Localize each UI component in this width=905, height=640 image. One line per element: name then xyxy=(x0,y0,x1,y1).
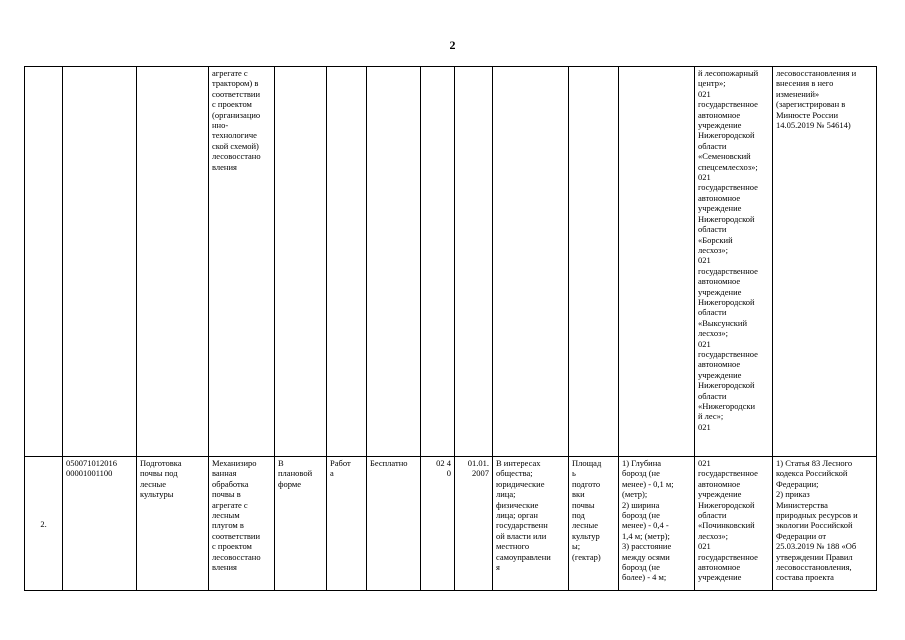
cell-date xyxy=(455,67,493,457)
cell-institutions: й лесопожарный центр»; 021 государственное автономное учреждение Нижегородской области «Семеновский спецсемлесхоз»; 021 государственное автономное учреждение Нижегородской области «Борский лесхоз»; 021 государственное автономное учреждение Нижегородской области «Выксунский лесхоз»; 021 государственное автономное учреждение Нижегородской области «Нижегородски й лес»; 021 xyxy=(695,67,773,457)
table-row xyxy=(25,67,877,457)
cell-unit xyxy=(569,67,619,457)
cell-code xyxy=(421,67,455,457)
cell-form: В плановой форме xyxy=(275,457,327,591)
cell-registry-code xyxy=(63,67,137,457)
cell-legal-basis: лесовосстановления и внесения в него изменений» (зарегистрирован в Минюсте России 14.05.2019 № 54614) xyxy=(773,67,877,457)
cell-service-content: агрегате с трактором) в соответствии с проектом (организацио нно- технологиче ской схемой) лесовосстано вления xyxy=(209,67,275,457)
cell-service-content: Механизиро ванная обработка почвы в агрегате с лесным плугом в соответствии с проектом лесовосстано вления xyxy=(209,457,275,591)
cell-date: 01.01. 2007 xyxy=(455,457,493,591)
cell-unit: Площад ь подгото вки почвы под лесные культур ы; (гектар) xyxy=(569,457,619,591)
cell-registry-code: 050071012016 00001001100 xyxy=(63,457,137,591)
cell-payment: Бесплатно xyxy=(367,457,421,591)
page-number: 2 xyxy=(449,38,456,52)
cell-number: 2. xyxy=(25,457,63,591)
table-row xyxy=(25,457,877,591)
cell-service-name xyxy=(137,67,209,457)
cell-quality xyxy=(619,67,695,457)
cell-payment xyxy=(367,67,421,457)
cell-quality: 1) Глубина борозд (не менее) - 0,1 м; (метр); 2) ширина борозд (не менее) - 0,4 - 1,4 м; (метр); 3) расстояние между осями борозд (не более) - 4 м; xyxy=(619,457,695,591)
cell-legal-basis: 1) Статья 83 Лесного кодекса Российской Федерации; 2) приказ Министерства природных ресурсов и экологии Российской Федерации от 25.03.2019 № 188 «Об утверждении Правил лесовосстановления, состава проекта xyxy=(773,457,877,591)
cell-form xyxy=(275,67,327,457)
cell-code: 02 4 0 xyxy=(421,457,455,591)
cell-consumers xyxy=(493,67,569,457)
cell-institutions: 021 государственное автономное учреждение Нижегородской области «Починковский лесхоз»; 021 государственное автономное учреждение xyxy=(695,457,773,591)
cell-type xyxy=(327,67,367,457)
cell-service-name: Подготовка почвы под лесные культуры xyxy=(137,457,209,591)
cell-number xyxy=(25,67,63,457)
services-registry-table xyxy=(24,66,877,591)
cell-consumers: В интересах общества; юридические лица; физические лица; орган государственн ой власти или местного самоуправлени я xyxy=(493,457,569,591)
cell-type: Работ а xyxy=(327,457,367,591)
